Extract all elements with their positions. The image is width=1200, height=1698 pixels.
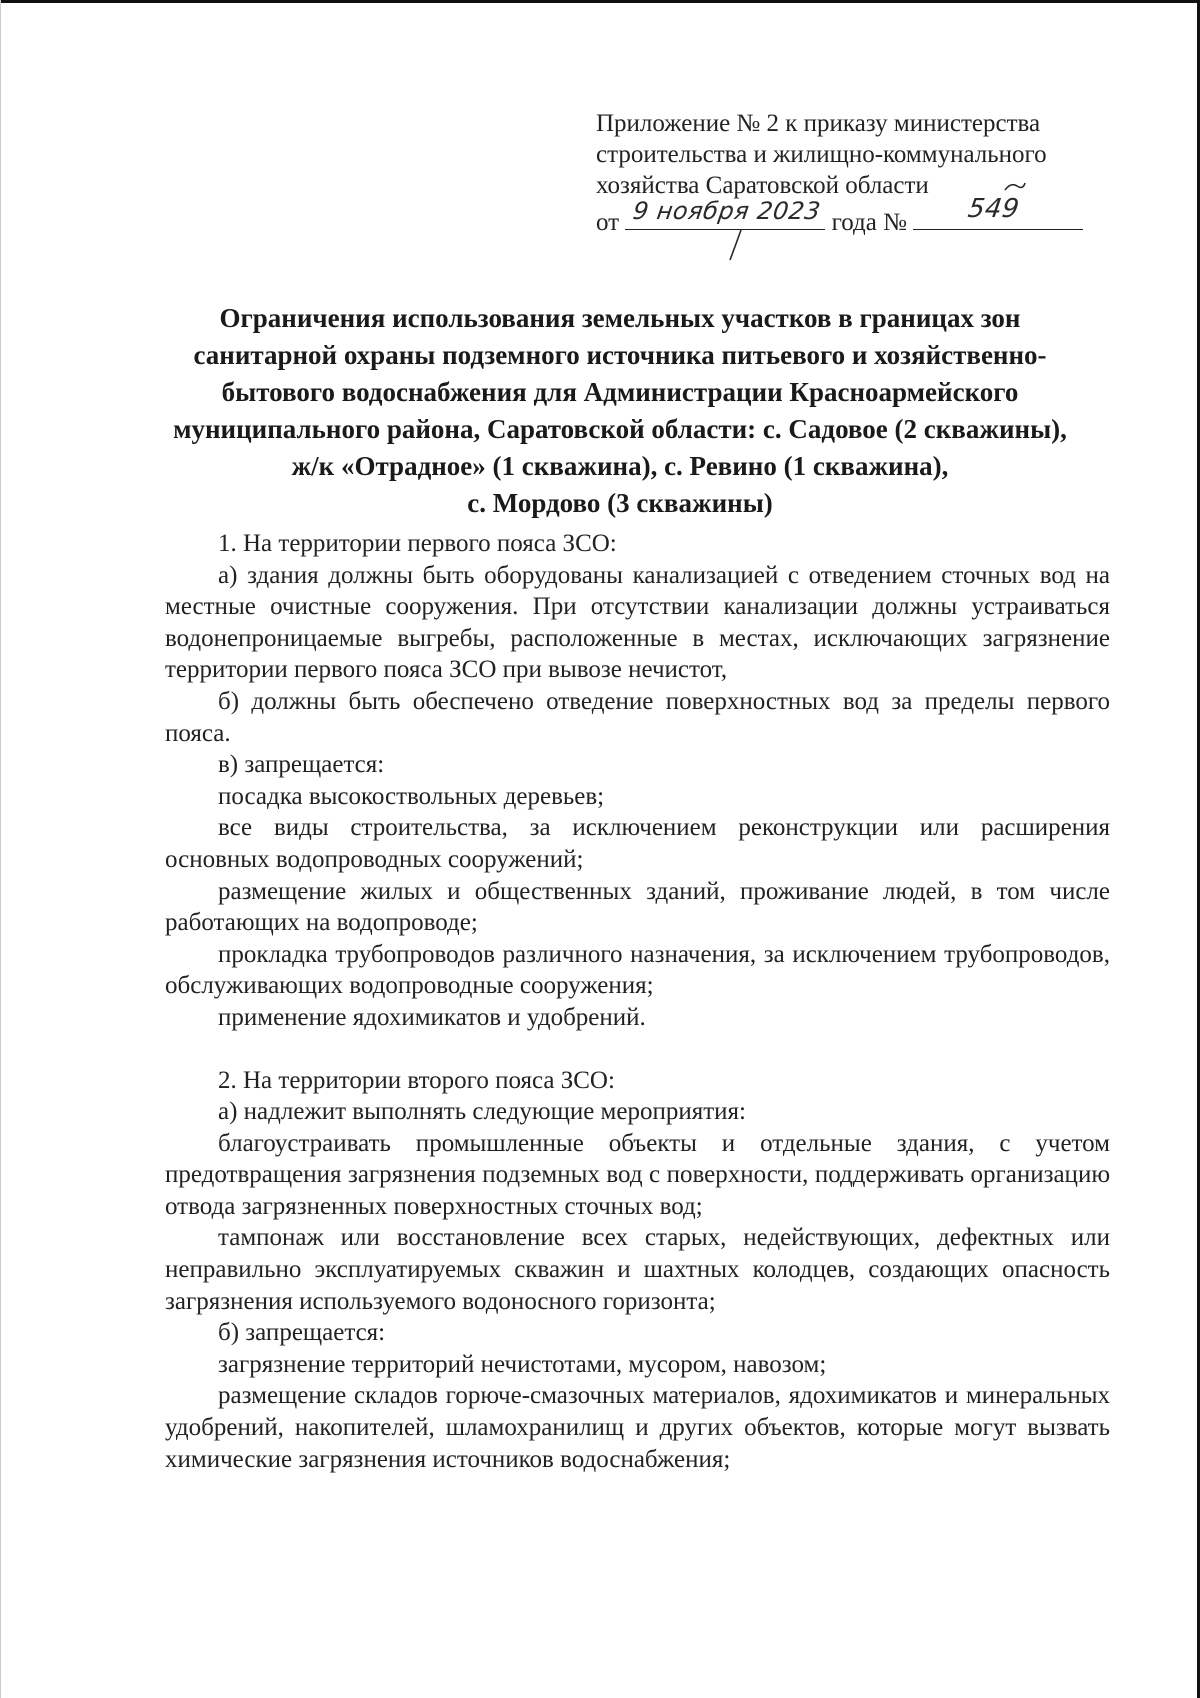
scan-edge-left bbox=[0, 0, 1, 1698]
section-2-heading: 2. На территории второго пояса ЗСО: bbox=[218, 1066, 615, 1094]
section-2-item: б) запрещается: bbox=[218, 1319, 386, 1347]
order-number-handwritten: 549 bbox=[966, 194, 1022, 224]
annex-line-3: хозяйства Саратовской области bbox=[596, 172, 929, 199]
section-2-item: благоустраивать промышленные объекты и отдельные здания, с учетом предотвращения загрязнения подземных вод с поверхности, поддерживать организацию отвода загрязненных поверхностных сточных вод; bbox=[165, 1129, 1110, 1220]
section-1-item: в) запрещается: bbox=[218, 751, 385, 779]
section-1-item: прокладка трубопроводов различного назначения, за исключением трубопроводов, обслуживающих водопроводные сооружения; bbox=[165, 940, 1110, 1000]
annex-line-1: Приложение № 2 к приказу министерства bbox=[596, 110, 1041, 137]
annex-line-2: строительства и жилищно-коммунального bbox=[596, 141, 1047, 168]
section-1-item: все виды строительства, за исключением реконструкции или расширения основных водопроводных сооружений; bbox=[165, 814, 1110, 873]
section-1-item: б) должны быть обеспечено отведение поверхностных вод за пределы первого пояса. bbox=[165, 687, 1110, 747]
document-body bbox=[165, 528, 1110, 1475]
section-2-item: загрязнение территорий нечистотами, мусором, навозом; bbox=[218, 1350, 827, 1378]
order-prefix: от bbox=[596, 209, 620, 236]
title-line-3: бытового водоснабжения для Администрации Красноармейского bbox=[221, 377, 1019, 407]
order-number-field bbox=[913, 194, 1083, 230]
document-title bbox=[140, 300, 1100, 522]
section-2-item: а) надлежит выполнять следующие мероприятия: bbox=[218, 1098, 746, 1126]
annex-order-line bbox=[596, 194, 1136, 237]
section-1-item: посадка высокоствольных деревьев; bbox=[218, 782, 605, 810]
title-line-2: санитарной охраны подземного источника питьевого и хозяйственно- bbox=[193, 340, 1047, 370]
title-line-5: ж/к «Отрадное» (1 скважина), с. Ревино (1 скважина), bbox=[291, 451, 949, 481]
section-1-item: размещение жилых и общественных зданий, проживание людей, в том числе работающих на водопроводе; bbox=[165, 877, 1110, 937]
order-mid: года № bbox=[831, 209, 907, 236]
section-1-heading: 1. На территории первого пояса ЗСО: bbox=[218, 530, 617, 557]
section-1-item: применение ядохимикатов и удобрений. bbox=[218, 1003, 646, 1031]
title-line-6: с. Мордово (3 скважины) bbox=[467, 488, 773, 518]
section-gap bbox=[165, 1034, 1110, 1065]
title-line-4: муниципального района, Саратовской области: с. Садовое (2 скважины), bbox=[173, 414, 1067, 444]
title-line-1: Ограничения использования земельных участков в границах зон bbox=[219, 303, 1021, 333]
order-date-handwritten: 9 ноября 2023 bbox=[631, 197, 823, 225]
scan-edge-top bbox=[0, 0, 1200, 3]
handwritten-stroke-mark bbox=[1003, 180, 1027, 192]
section-2-item: размещение складов горюче-смазочных материалов, ядохимикатов и минеральных удобрений, накопителей, шламохранилищ и других объектов, которые могут вызвать химические загрязнения источников водоснабжения; bbox=[165, 1382, 1110, 1473]
section-1-item: а) здания должны быть оборудованы канализацией с отведением сточных вод на местные очистные сооружения. При отсутствии канализации должны устраиваться водонепроницаемые выгребы, расположенные в местах, исключающих загрязнение территории первого пояса ЗСО при вывозе нечистот, bbox=[165, 561, 1110, 684]
order-date-field bbox=[625, 197, 825, 230]
annex-block bbox=[596, 108, 1136, 237]
section-2-item: тампонаж или восстановление всех старых, недействующих, дефектных или неправильно эксплуатируемых скважин и шахтных колодцев, создающих опасность загрязнения используемого водоносного горизонта; bbox=[165, 1224, 1110, 1315]
handwritten-tail-mark bbox=[726, 228, 744, 262]
